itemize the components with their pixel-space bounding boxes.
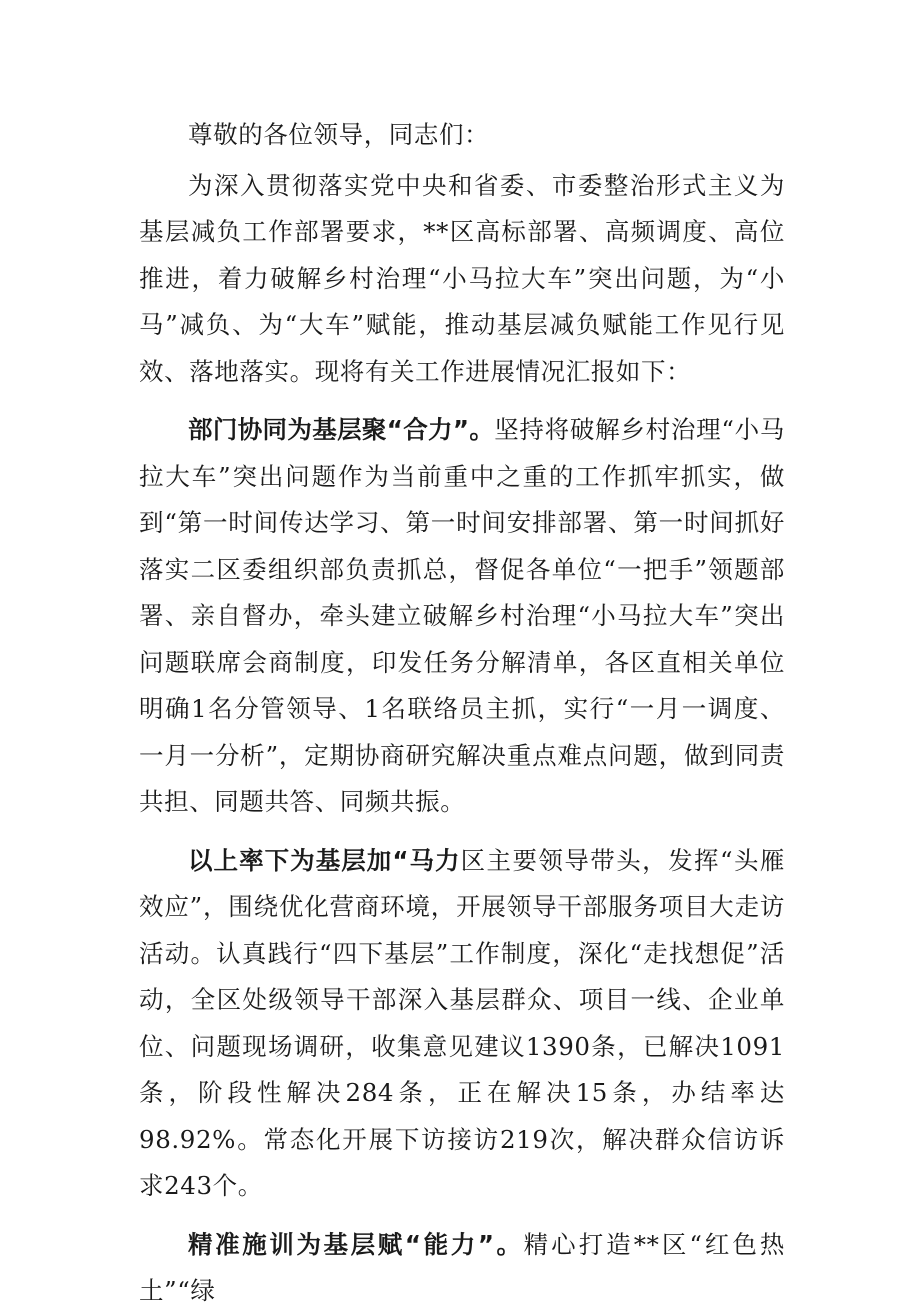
section-heading-leadership: 以上率下为基层加“马力 [188, 845, 461, 875]
document-body [139, 112, 785, 1315]
intro-paragraph: 为深入贯彻落实党中央和省委、市委整治形式主义为基层减负工作部署要求，**区高标部署、高频调度、高位推进，着力破解乡村治理“小马拉大车”突出问题，为“小马”减负、为“大车”赋能，推动基层减负赋能工作见行见效、落地落实。现将有关工作进展情况汇报如下： [139, 170, 785, 386]
section-body-coordination: 坚持将破解乡村治理“小马拉大车”突出问题作为当前重中之重的工作抓牢抓实，做到“第一时间传达学习、第一时间安排部署、第一时间抓好落实二区委组织部负责抓总，督促各单位“一把手”领题部署、亲自督办，牵头建立破解乡村治理“小马拉大车”突出问题联席会商制度，印发任务分解清单，各区直相关单位明确1名分管领导、1名联络员主抓，实行“一月一调度、一月一分析”，定期协商研究解决重点难点问题，做到同责共担、同题共答、同频共振。 [139, 415, 785, 816]
section-paragraph-leadership [139, 838, 785, 1210]
section-body-training: 精心打造**区“红色热土”“绿 [139, 1229, 786, 1305]
salutation: 尊敬的各位领导，同志们： [188, 120, 490, 149]
section-body-leadership: 区主要领导带头，发挥“头雁效应”，围绕优化营商环境，开展领导干部服务项目大走访活动。认真践行“四下基层”工作制度，深化“走找想促”活动，全区处级领导干部深入基层群众、项目一线、企业单位、问题现场调研，收集意见建议1390条，已解决1091条，阶段性解决284条，正在解决15条，办结率达98.92%。常态化开展下访接访219次，解决群众信访诉求243个。 [139, 845, 785, 1200]
section-heading-coordination: 部门协同为基层聚“合力”。 [188, 415, 495, 444]
section-heading-training: 精准施训为基层赋“能力”。 [188, 1229, 524, 1259]
section-paragraph-coordination [139, 407, 785, 826]
